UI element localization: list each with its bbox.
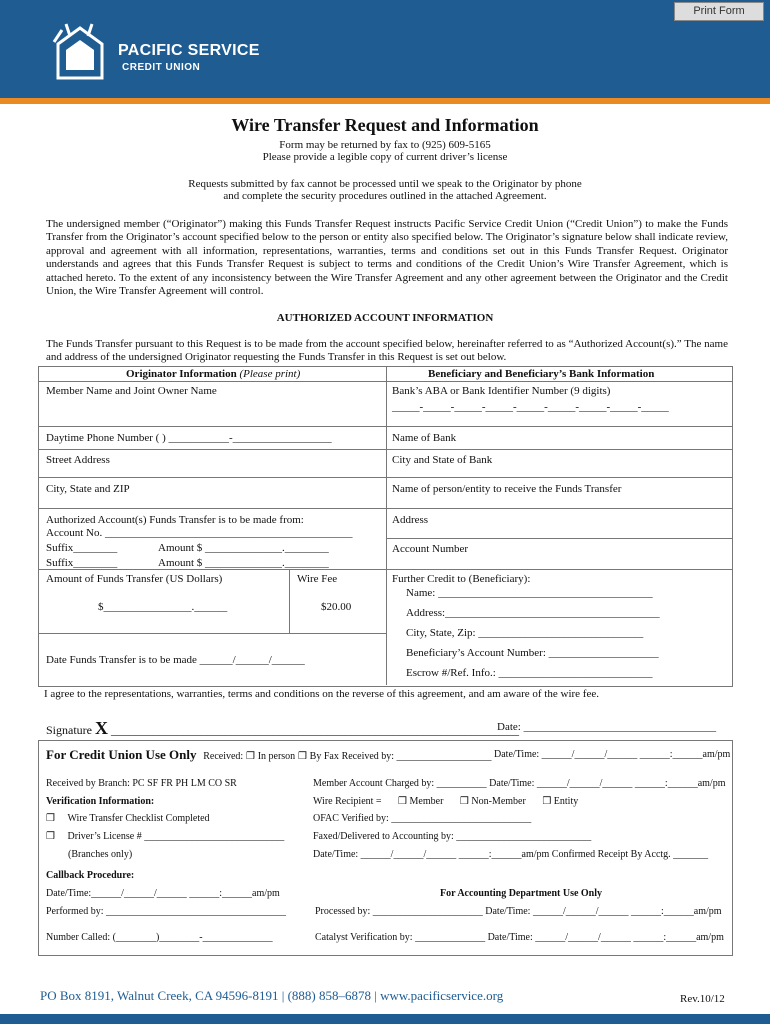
checkbox-icon[interactable]: ❒: [542, 796, 552, 807]
amount-field-2[interactable]: Amount $ ______________.________: [158, 557, 329, 569]
cu-use-row: For Credit Union Use Only Received: ❒ In person ❒ By Fax Received by: ___________________: [46, 747, 492, 762]
daytime-phone-field[interactable]: Daytime Phone Number ( ) ___________-__________________: [46, 432, 332, 444]
received-datetime-field[interactable]: Date/Time: ______/______/______ ______:______am/pm: [494, 749, 731, 760]
header-accent-stripe: [0, 98, 770, 104]
logo-text: PACIFIC SERVICE: [118, 42, 260, 59]
footer-address: PO Box 8191, Walnut Creek, CA 94596-8191 | (888) 858–6878 | www.pacificservice.org: [40, 988, 504, 1003]
wire-fee-value: $20.00: [321, 601, 352, 613]
notice-line-2: and complete the security procedures outlined in the attached Agreement.: [223, 190, 547, 202]
member-account-charged-field[interactable]: Member Account Charged by: __________ Date/Time: ______/______/______ ______:______am/pm: [313, 778, 726, 789]
authorized-paragraph: The Funds Transfer pursuant to this Request is to be made from the account specified below, hereinafter referred to as “Authorized Account(s).” The name and address of the undersigned Originator requesting the Funds Transfer in this Request is set out below.: [46, 338, 728, 364]
logo-subtext: CREDIT UNION: [122, 62, 201, 73]
processed-by-field[interactable]: Processed by: ______________________ Date/Time: ______/______/______ ______:______am/pm: [315, 906, 722, 917]
catalyst-verification-field[interactable]: Catalyst Verification by: ______________ Date/Time: ______/______/______ ______:______am/pm: [315, 932, 724, 943]
page-title: Wire Transfer Request and Information: [231, 115, 539, 135]
verification-heading: Verification Information:: [46, 796, 155, 807]
beneficiary-address-field[interactable]: Address: [392, 514, 429, 526]
checkbox-icon[interactable]: ❒: [46, 813, 55, 824]
recipient-name-field[interactable]: Name of person/entity to receive the Funds Transfer: [392, 483, 622, 495]
number-called-field[interactable]: Number Called: (________)________-______________: [46, 932, 273, 943]
signature-row[interactable]: Signature X ____________________________________________________________________: [46, 718, 519, 738]
fax-line: Form may be returned by fax to (925) 609-5165: [279, 139, 491, 151]
authorized-heading: AUTHORIZED ACCOUNT INFORMATION: [276, 312, 494, 324]
further-credit-name-field[interactable]: Name: _______________________________________: [406, 587, 653, 599]
bank-city-state-field[interactable]: City and State of Bank: [392, 454, 493, 466]
further-credit-city-field[interactable]: City, State, Zip: ______________________________: [406, 627, 644, 639]
print-form-button[interactable]: Print Form: [674, 2, 764, 21]
accounting-heading: For Accounting Department Use Only: [440, 888, 603, 899]
checklist-row[interactable]: ❒ Wire Transfer Checklist Completed: [46, 813, 210, 824]
beneficiary-account-number-field[interactable]: Beneficiary’s Account Number: ____________________: [406, 647, 659, 659]
credit-union-use-box: [38, 740, 733, 956]
checkbox-icon[interactable]: ❒: [245, 751, 255, 762]
transfer-amount-label: Amount of Funds Transfer (US Dollars): [46, 573, 223, 585]
notice-line-1: Requests submitted by fax cannot be processed until we speak to the Originator by phone: [188, 178, 582, 190]
aba-field[interactable]: _____-_____-_____-_____-_____-_____-_____-_____-_____: [392, 401, 669, 413]
city-state-zip-field[interactable]: City, State and ZIP: [46, 483, 130, 495]
further-credit-label: Further Credit to (Beneficiary):: [392, 573, 531, 585]
received-by-branch: Received by Branch: PC SF FR PH LM CO SR: [46, 778, 237, 789]
beneficiary-account-field[interactable]: Account Number: [392, 543, 469, 555]
header-band: [0, 0, 770, 98]
footer-band: [0, 1014, 770, 1024]
callback-heading: Callback Procedure:: [46, 870, 135, 881]
bank-name-field[interactable]: Name of Bank: [392, 432, 457, 444]
checkbox-icon[interactable]: ❒: [46, 831, 55, 842]
ofac-field[interactable]: OFAC Verified by: ____________________________: [313, 813, 532, 824]
transfer-amount-field[interactable]: $________________.______: [98, 601, 228, 613]
suffix-field-2[interactable]: Suffix________: [46, 557, 118, 569]
revision-label: Rev.10/12: [680, 993, 725, 1005]
account-number-field[interactable]: Account No. _____________________________________________: [46, 527, 353, 539]
amount-field-1[interactable]: Amount $ ______________.________: [158, 542, 329, 554]
wire-recipient-row: Wire Recipient = ❒ Member ❒ Non-Member ❒ Entity: [313, 796, 579, 807]
authorized-accounts-label: Authorized Account(s) Funds Transfer is to be made from:: [46, 514, 304, 526]
member-name-field[interactable]: Member Name and Joint Owner Name: [46, 385, 217, 397]
street-address-field[interactable]: Street Address: [46, 454, 110, 466]
faxed-to-accounting-field[interactable]: Faxed/Delivered to Accounting by: ___________________________: [313, 831, 592, 842]
originator-header: Originator Information (Please print): [126, 368, 301, 380]
drivers-license-row[interactable]: ❒ Driver’s License # ____________________________: [46, 831, 285, 842]
credit-union-logo-icon: [52, 22, 108, 80]
wire-fee-label: Wire Fee: [297, 573, 338, 585]
checkbox-icon[interactable]: ❒: [459, 796, 469, 807]
agreement-paragraph: The undersigned member (“Originator”) making this Funds Transfer Request instructs Pacific Service Credit Union (“Credit Union”) to make the Funds Transfer from the Originator’s account specified below to the person or entity also specified below. The Originator’s signature below shall indicate review, approval and agreement with all information, representations, warranties, terms and conditions set out in this Funds Transfer Request. Originator understands and agrees that this Funds Transfer Request is subject to terms and conditions of the Credit Union’s Wire Transfer Agreement, which is attached hereto. To the extent of any inconsistency between the Wire Transfer Agreement and any other agreement between the Originator and the Credit Union, the Wire Transfer Agreement will control.: [46, 218, 728, 298]
checkbox-icon[interactable]: ❒: [398, 796, 408, 807]
branches-only-note: (Branches only): [68, 849, 133, 860]
beneficiary-header: Beneficiary and Beneficiary’s Bank Information: [428, 368, 655, 380]
suffix-field-1[interactable]: Suffix________: [46, 542, 118, 554]
agreement-statement: I agree to the representations, warranties, terms and conditions on the reverse of this agreement, and am aware of the wire fee.: [44, 688, 599, 700]
checkbox-icon[interactable]: ❒: [297, 751, 307, 762]
further-credit-address-field[interactable]: Address:_______________________________________: [406, 607, 660, 619]
license-line: Please provide a legible copy of current driver’s license: [262, 151, 508, 163]
signature-date-field[interactable]: Date: ___________________________________: [497, 721, 717, 733]
escrow-ref-field[interactable]: Escrow #/Ref. Info.: ____________________________: [406, 667, 653, 679]
performed-by-field[interactable]: Performed by: ____________________________________: [46, 906, 286, 917]
confirm-datetime-field[interactable]: Date/Time: ______/______/______ ______:______am/pm Confirmed Receipt By Acctg. _______: [313, 849, 709, 860]
callback-datetime-field[interactable]: Date/Time:______/______/______ ______:______am/pm: [46, 888, 280, 899]
aba-label: Bank’s ABA or Bank Identifier Number (9 digits): [392, 385, 611, 397]
transfer-date-field[interactable]: Date Funds Transfer is to be made ______/______/______: [46, 654, 305, 666]
